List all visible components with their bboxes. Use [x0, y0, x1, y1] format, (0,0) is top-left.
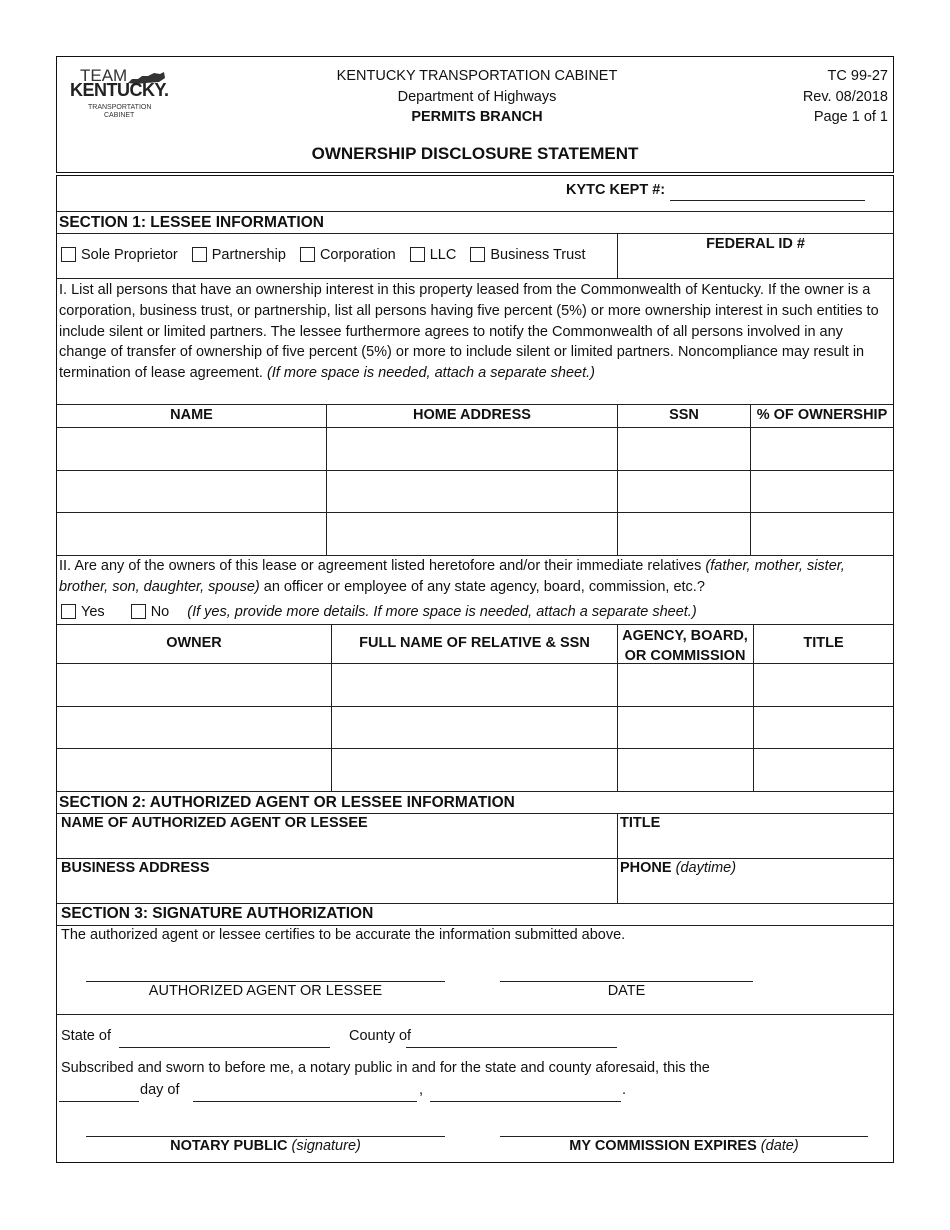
kytc-kept-label: KYTC KEPT #: — [566, 182, 666, 198]
partnership-label: Partnership — [211, 247, 286, 263]
logo-cabinet-text: CABINET — [104, 112, 135, 119]
col-header-home-address: HOME ADDRESS — [413, 407, 531, 423]
relative-row-3-owner-input[interactable] — [58, 749, 330, 790]
relative-row-2-name-input[interactable] — [332, 707, 616, 747]
relative-row-3-name-input[interactable] — [332, 749, 616, 790]
comma-text: , — [419, 1082, 424, 1098]
owner-row-2-percent-input[interactable] — [751, 471, 892, 511]
no-checkbox[interactable] — [131, 604, 146, 619]
relative-row-2-agency-input[interactable] — [618, 707, 752, 747]
owner-row-2-ssn-input[interactable] — [618, 471, 749, 511]
relative-row-3-agency-input[interactable] — [618, 749, 752, 790]
divider — [57, 858, 893, 859]
divider — [57, 278, 893, 279]
year-input[interactable] — [430, 1101, 621, 1102]
phone-label — [620, 860, 736, 876]
llc-option[interactable] — [410, 247, 457, 263]
sworn-statement: Subscribed and sworn to before me, a notary public in and for the state and county aforesaid, this the — [61, 1060, 710, 1076]
notary-signature-label — [86, 1138, 445, 1154]
agent-signature-label: AUTHORIZED AGENT OR LESSEE — [148, 983, 383, 999]
day-input[interactable] — [59, 1101, 139, 1102]
owner-row-3-name-input[interactable] — [58, 513, 325, 554]
notary-signature-line[interactable] — [86, 1136, 445, 1137]
sole-proprietor-label: Sole Proprietor — [81, 247, 178, 263]
commission-label-note: (date) — [760, 1138, 799, 1154]
divider — [57, 233, 893, 234]
notary-label-text: NOTARY PUBLIC — [170, 1138, 288, 1154]
no-label: No — [150, 604, 170, 620]
col-header-name: NAME — [170, 407, 213, 423]
col-header-agency: AGENCY, BOARD, OR COMMISSION — [622, 628, 748, 664]
owner-row-3-address-input[interactable] — [327, 513, 616, 554]
kentucky-logo — [68, 66, 178, 126]
divider — [57, 211, 893, 212]
col-header-owner: OWNER — [166, 635, 222, 651]
owner-row-2-name-input[interactable] — [58, 471, 325, 511]
section3-title: SECTION 3: SIGNATURE AUTHORIZATION — [61, 905, 374, 922]
llc-label: LLC — [429, 247, 457, 263]
logo-kentucky-text: KENTUCKY. — [70, 80, 169, 100]
divider — [617, 813, 618, 903]
divider — [57, 791, 893, 792]
owner-row-1-percent-input[interactable] — [751, 428, 892, 469]
day-of-label: day of — [140, 1082, 180, 1098]
no-option[interactable] — [131, 604, 170, 620]
owner-row-1-name-input[interactable] — [58, 428, 325, 469]
relative-row-1-agency-input[interactable] — [618, 664, 752, 705]
col-header-ssn: SSN — [669, 407, 699, 423]
form-title: OWNERSHIP DISCLOSURE STATEMENT — [311, 144, 639, 163]
state-input[interactable] — [119, 1047, 330, 1048]
signature-date-label: DATE — [607, 983, 646, 999]
header-agency: KENTUCKY TRANSPORTATION CABINET — [336, 68, 618, 84]
owner-row-3-ssn-input[interactable] — [618, 513, 749, 554]
agent-name-label: NAME OF AUTHORIZED AGENT OR LESSEE — [61, 815, 368, 831]
federal-id-input[interactable] — [620, 256, 890, 276]
owner-row-2-address-input[interactable] — [327, 471, 616, 511]
yes-label: Yes — [81, 604, 105, 620]
business-trust-label: Business Trust — [490, 247, 586, 263]
relatives-question-text: II. Are any of the owners of this lease or agreement listed heretofore and/or their immediate relatives — [59, 558, 702, 574]
yes-option[interactable] — [61, 604, 105, 620]
month-input[interactable] — [193, 1101, 417, 1102]
col-header-relative-name-ssn: FULL NAME OF RELATIVE & SSN — [359, 635, 590, 651]
corporation-label: Corporation — [319, 247, 396, 263]
form-number: TC 99-27 — [827, 68, 888, 84]
federal-id-label: FEDERAL ID # — [706, 236, 805, 252]
phone-input[interactable] — [618, 879, 892, 901]
sole-proprietor-checkbox[interactable] — [61, 247, 76, 262]
agent-title-label: TITLE — [620, 815, 661, 831]
section2-title: SECTION 2: AUTHORIZED AGENT OR LESSEE INFORMATION — [59, 794, 515, 811]
phone-label-note: (daytime) — [675, 860, 737, 876]
owner-row-1-ssn-input[interactable] — [618, 428, 749, 469]
owner-row-1-address-input[interactable] — [327, 428, 616, 469]
agent-name-input[interactable] — [58, 834, 616, 856]
form-revision: Rev. 08/2018 — [802, 89, 888, 105]
commission-label-text: MY COMMISSION EXPIRES — [569, 1138, 757, 1154]
col-header-title: TITLE — [803, 635, 844, 651]
county-label: County of — [349, 1028, 412, 1044]
form-page: Page 1 of 1 — [813, 109, 888, 125]
ownership-instructions-note: (If more space is needed, attach a separate sheet.) — [266, 365, 596, 382]
llc-checkbox[interactable] — [410, 247, 425, 262]
relative-row-2-owner-input[interactable] — [58, 707, 330, 747]
divider — [57, 903, 893, 904]
business-trust-option[interactable] — [470, 247, 585, 263]
lessee-type-row — [61, 247, 585, 263]
sole-proprietor-option[interactable] — [61, 247, 178, 263]
agent-title-input[interactable] — [618, 834, 892, 856]
business-address-input[interactable] — [58, 879, 616, 901]
corporation-option[interactable] — [300, 247, 396, 263]
commission-expires-line[interactable] — [500, 1136, 868, 1137]
relative-row-1-name-input[interactable] — [332, 664, 616, 705]
divider — [57, 1014, 893, 1015]
business-address-label: BUSINESS ADDRESS — [61, 860, 210, 876]
state-label: State of — [61, 1028, 111, 1044]
relatives-question-end: an officer or employee of any state agency, board, commission, etc.? — [263, 578, 705, 595]
col-header-ownership-percent: % OF OWNERSHIP — [756, 407, 888, 423]
relative-row-2-title-input[interactable] — [754, 707, 892, 747]
signature-date-line[interactable] — [500, 981, 753, 982]
yes-instructions: (If yes, provide more details. If more space is needed, attach a separate sheet.) — [187, 604, 697, 620]
partnership-checkbox[interactable] — [192, 247, 207, 262]
header-branch: PERMITS BRANCH — [411, 109, 543, 125]
phone-label-text: PHONE — [620, 860, 672, 876]
relative-row-1-title-input[interactable] — [754, 664, 892, 705]
partnership-option[interactable] — [192, 247, 286, 263]
divider — [57, 925, 893, 926]
logo-team-text: TEAM — [80, 66, 128, 85]
kytc-kept-field[interactable] — [670, 200, 865, 201]
county-input[interactable] — [406, 1047, 617, 1048]
divider — [57, 813, 893, 814]
owner-row-3-percent-input[interactable] — [751, 513, 892, 554]
business-trust-checkbox[interactable] — [470, 247, 485, 262]
relatives-list: (father, mother, sister, brother, son, daughter, spouse) — [59, 558, 845, 595]
yes-checkbox[interactable] — [61, 604, 76, 619]
yes-no-row — [61, 604, 697, 620]
logo-transportation-text: TRANSPORTATION — [88, 104, 152, 111]
agent-signature-line[interactable] — [86, 981, 445, 982]
commission-expires-label — [500, 1138, 868, 1154]
ownership-instructions-text: I. List all persons that have an ownership interest in this property leased from the Commonwealth of Kentucky. If the owner is a corporation, business trust, or partnership, list all persons having five percent (5%) or more ownership interest in such entities to include silent or limited partners. The lessee furthermore agrees to notify the Commonwealth of all persons involved in any change of transfer of ownership of five percent (5%) or more to include silent or limited partners. Noncompliance may result in termination of lease agreement. — [59, 282, 879, 382]
divider — [57, 624, 893, 625]
ownership-instructions — [59, 280, 889, 384]
header-department: Department of Highways — [397, 89, 557, 105]
period-text: . — [622, 1082, 627, 1098]
section1-title: SECTION 1: LESSEE INFORMATION — [59, 214, 324, 231]
certification-text: The authorized agent or lessee certifies to be accurate the information submitted above. — [61, 927, 626, 943]
relative-row-1-owner-input[interactable] — [58, 664, 330, 705]
relative-row-3-title-input[interactable] — [754, 749, 892, 790]
relatives-question — [59, 556, 889, 598]
divider — [57, 404, 893, 405]
corporation-checkbox[interactable] — [300, 247, 315, 262]
notary-label-note: (signature) — [291, 1138, 361, 1154]
